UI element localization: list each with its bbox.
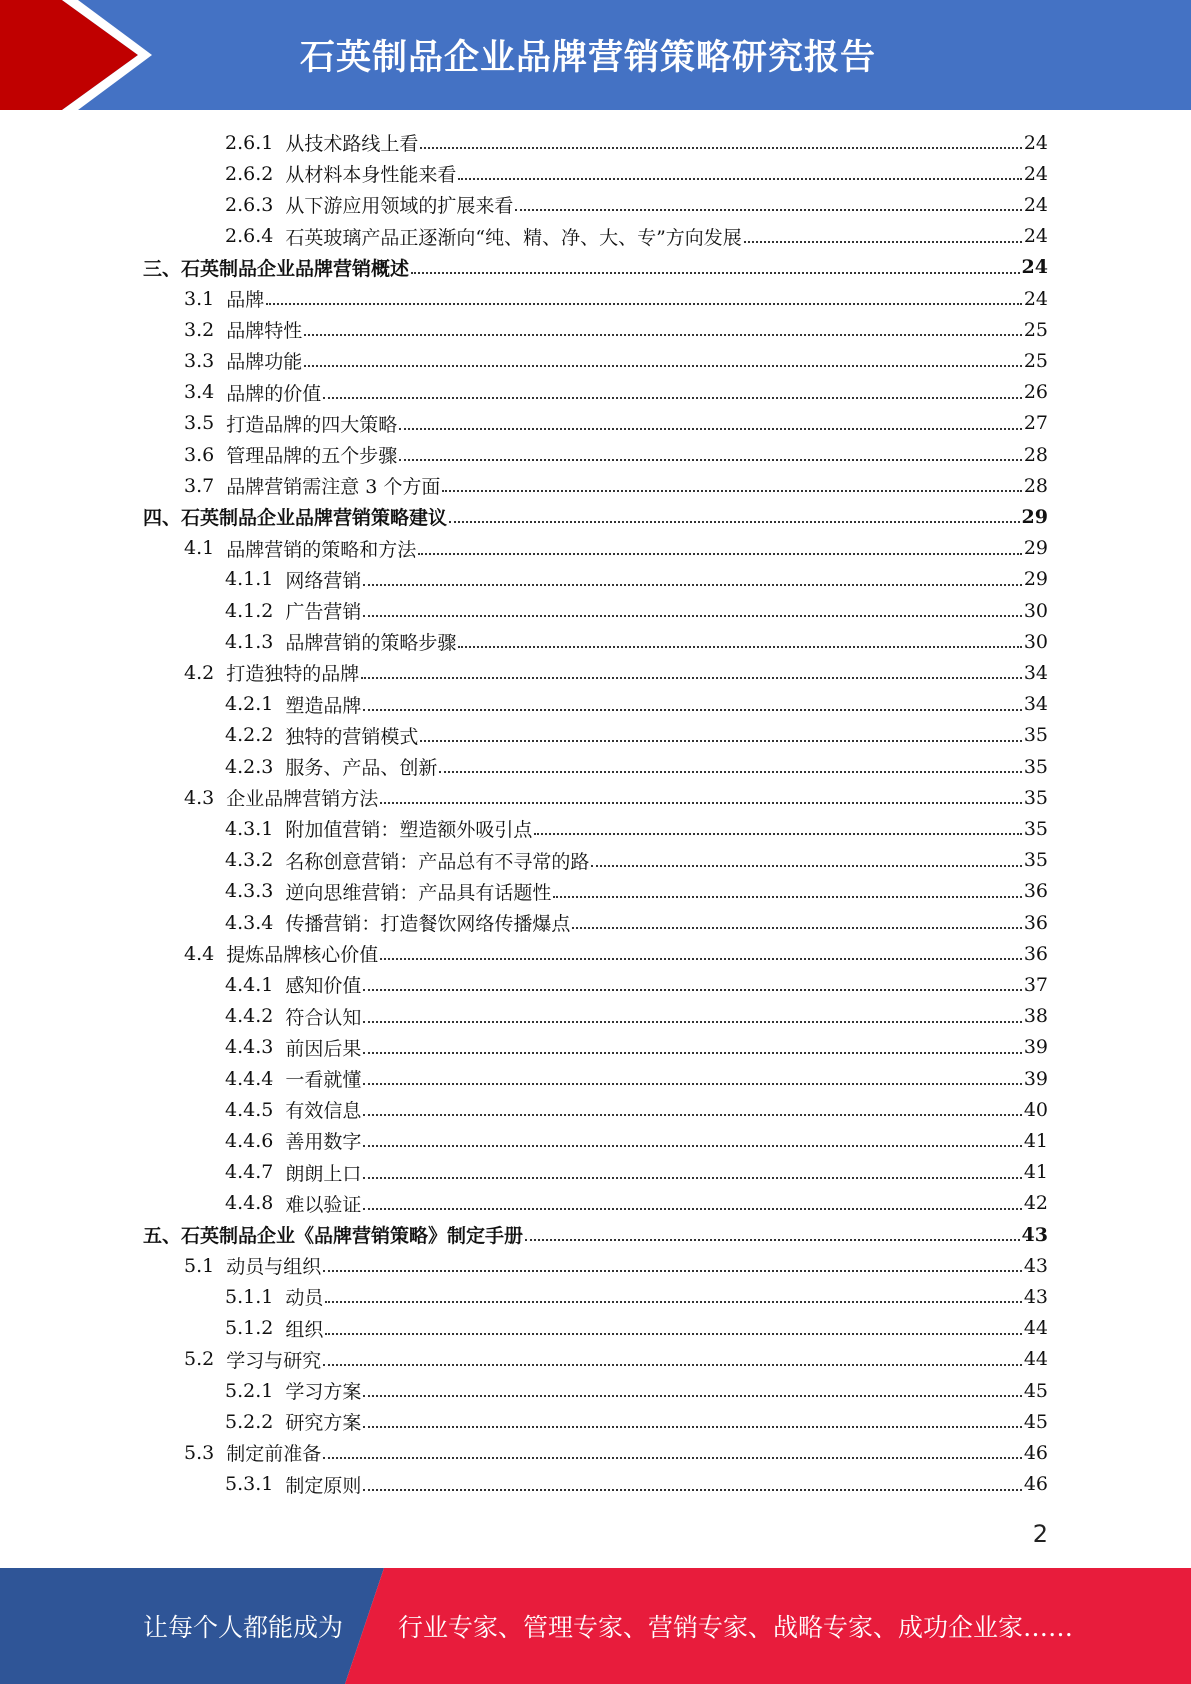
toc-dot-leader [363, 1395, 1021, 1397]
toc-entry-title: 企业品牌营销方法 [226, 788, 379, 811]
toc-entry-page: 34 [1023, 661, 1048, 684]
toc-dot-leader [525, 1239, 1020, 1241]
toc-entry-number: 3.1 [184, 287, 215, 310]
toc-entry-page: 24 [1023, 193, 1048, 216]
toc-entry-page: 34 [1023, 693, 1048, 716]
toc-entry-title: 符合认知 [285, 1006, 362, 1029]
toc-entry-number: 5.3.1 [225, 1473, 274, 1496]
toc-entry-number: 5.2.1 [225, 1379, 274, 1402]
toc-entry-page: 30 [1023, 630, 1048, 653]
toc-entry-page: 35 [1023, 755, 1048, 778]
toc-entry-title: 学习与研究 [226, 1349, 322, 1372]
toc-entry-title: 逆向思维营销：产品具有话题性 [285, 881, 552, 904]
toc-entry-number: 4.4.6 [225, 1129, 274, 1152]
toc-entry-number: 3.3 [184, 349, 215, 372]
toc-entry-title: 服务、产品、创新 [285, 757, 438, 779]
toc-entry[interactable] [143, 1219, 1048, 1250]
toc-entry-number: 4.1.2 [225, 599, 274, 622]
toc-entry-number: 5.1.1 [225, 1285, 274, 1308]
toc-dot-leader [439, 771, 1021, 773]
toc-dot-leader [363, 1083, 1021, 1085]
toc-dot-leader [363, 1208, 1021, 1210]
toc-entry-page: 39 [1023, 1036, 1048, 1059]
toc-entry[interactable] [143, 252, 1048, 283]
toc-dot-leader [442, 490, 1021, 492]
toc-entry[interactable] [143, 501, 1048, 532]
toc-dot-leader [591, 865, 1021, 867]
toc-entry-page: 43 [1023, 1254, 1048, 1277]
toc-entry[interactable] [184, 283, 1048, 314]
toc-entry-title: 五、石英制品企业《品牌营销策略》制定手册 [143, 1225, 524, 1247]
toc-entry-title: 品牌营销需注意 3 个方面 [226, 476, 441, 499]
toc-entry-page: 35 [1023, 786, 1048, 809]
toc-entry-page: 29 [1021, 505, 1048, 528]
toc-dot-leader [553, 896, 1021, 898]
toc-dot-leader [323, 1270, 1022, 1272]
footer-slogan-left: 让每个人都能成为 [143, 1613, 344, 1642]
toc-dot-leader [363, 584, 1021, 586]
toc-entry[interactable] [225, 189, 1048, 220]
toc-entry[interactable] [225, 1188, 1048, 1219]
toc-entry-page: 43 [1021, 1223, 1048, 1246]
toc-entry-page: 35 [1023, 817, 1048, 840]
toc-entry[interactable] [184, 782, 1048, 813]
toc-entry-number: 4.2.1 [225, 693, 274, 716]
toc-entry-page: 24 [1023, 287, 1048, 310]
toc-entry[interactable] [184, 377, 1048, 408]
page-header [0, 0, 1191, 110]
toc-entry[interactable] [184, 345, 1048, 376]
toc-entry-number: 3.5 [184, 412, 215, 435]
toc-entry[interactable] [225, 969, 1048, 1000]
toc-dot-leader [363, 1114, 1021, 1116]
toc-entry-page: 36 [1023, 880, 1048, 903]
toc-entry[interactable] [225, 158, 1048, 189]
toc-entry-number: 4.1.3 [225, 630, 274, 653]
toc-entry-page: 24 [1023, 162, 1048, 185]
toc-entry-title: 善用数字 [285, 1131, 362, 1154]
toc-entry-title: 石英玻璃产品正逐渐向“纯、精、净、大、专”方向发展 [285, 226, 742, 249]
toc-entry-title: 网络营销 [285, 569, 362, 592]
toc-entry-title: 打造品牌的四大策略 [226, 413, 398, 436]
toc-dot-leader [363, 1177, 1021, 1179]
toc-entry[interactable] [184, 1437, 1048, 1468]
toc-entry-number: 4.1 [184, 537, 215, 560]
toc-entry-page: 24 [1023, 225, 1048, 248]
toc-entry[interactable] [225, 1313, 1048, 1344]
toc-entry-page: 35 [1023, 724, 1048, 747]
toc-entry-number: 4.3.4 [225, 911, 274, 934]
toc-dot-leader [420, 740, 1021, 742]
toc-entry-title: 品牌营销的策略和方法 [226, 538, 417, 561]
toc-entry-title: 制定原则 [285, 1474, 362, 1497]
toc-entry-number: 2.6.3 [225, 193, 274, 216]
toc-entry-title: 研究方案 [285, 1412, 362, 1435]
toc-entry[interactable] [225, 1032, 1048, 1063]
toc-entry-title: 打造独特的品牌 [226, 663, 360, 686]
toc-entry-title: 附加值营销：塑造额外吸引点 [285, 819, 533, 842]
toc-entry-number: 4.4 [184, 942, 215, 965]
toc-entry-number: 4.2 [184, 661, 215, 684]
toc-entry-title: 品牌营销的策略步骤 [285, 632, 457, 655]
toc-dot-leader [380, 802, 1022, 804]
toc-entry-page: 29 [1023, 568, 1048, 591]
toc-entry-page: 28 [1023, 474, 1048, 497]
toc-entry[interactable] [184, 1250, 1048, 1281]
toc-entry-title: 品牌特性 [226, 320, 303, 343]
toc-entry[interactable] [225, 127, 1048, 158]
toc-dot-leader [572, 927, 1021, 929]
toc-entry-number: 5.3 [184, 1441, 215, 1464]
toc-entry-page: 24 [1021, 256, 1048, 279]
toc-dot-leader [304, 365, 1022, 367]
toc-entry-page: 41 [1023, 1161, 1048, 1184]
toc-entry-page: 36 [1023, 911, 1048, 934]
toc-entry[interactable] [225, 1281, 1048, 1312]
toc-entry[interactable] [225, 751, 1048, 782]
toc-entry-title: 朗朗上口 [285, 1162, 362, 1185]
toc-dot-leader [363, 1426, 1021, 1428]
toc-entry-number: 3.2 [184, 318, 215, 341]
toc-dot-leader [325, 1301, 1021, 1303]
toc-entry[interactable] [225, 626, 1048, 657]
toc-entry-page: 43 [1023, 1285, 1048, 1308]
toc-entry[interactable] [225, 1469, 1048, 1500]
toc-dot-leader [363, 709, 1021, 711]
toc-entry[interactable] [184, 314, 1048, 345]
toc-entry-title: 独特的营销模式 [285, 725, 419, 748]
toc-dot-leader [449, 521, 1020, 523]
toc-entry-title: 制定前准备 [226, 1443, 322, 1466]
toc-dot-leader [363, 1145, 1021, 1147]
toc-dot-leader [361, 677, 1022, 679]
toc-dot-leader [418, 553, 1022, 555]
toc-entry[interactable] [184, 439, 1048, 470]
toc-dot-leader [458, 178, 1021, 180]
toc-entry-number: 4.3 [184, 786, 215, 809]
toc-entry-number: 2.6.4 [225, 225, 274, 248]
toc-entry-title: 三、石英制品企业品牌营销概述 [143, 257, 410, 280]
toc-entry-number: 2.6.2 [225, 162, 274, 185]
toc-entry-title: 名称创意营销：产品总有不寻常的路 [285, 850, 590, 873]
toc-entry-number: 4.3.3 [225, 880, 274, 903]
toc-entry-title: 塑造品牌 [285, 694, 362, 717]
page-number: 2 [1032, 1520, 1048, 1548]
toc-entry-number: 4.4.3 [225, 1036, 274, 1059]
toc-entry-title: 管理品牌的五个步骤 [226, 445, 398, 467]
toc-entry-page: 30 [1023, 599, 1048, 622]
toc-entry[interactable] [184, 1344, 1048, 1375]
toc-entry-title: 学习方案 [285, 1381, 362, 1403]
toc-entry[interactable] [184, 408, 1048, 439]
toc-dot-leader [363, 1021, 1021, 1023]
toc-entry-page: 36 [1023, 942, 1048, 965]
toc-entry-page: 38 [1023, 1005, 1048, 1028]
toc-entry-title: 广告营销 [285, 601, 362, 623]
toc-entry-title: 难以验证 [285, 1193, 362, 1216]
toc-entry[interactable] [225, 595, 1048, 626]
toc-entry[interactable] [225, 1375, 1048, 1406]
toc-dot-leader [363, 1489, 1021, 1491]
toc-entry-number: 4.4.8 [225, 1192, 274, 1215]
toc-dot-leader [325, 1333, 1021, 1335]
toc-entry-title: 一看就懂 [285, 1069, 362, 1091]
toc-entry-page: 28 [1023, 443, 1048, 466]
toc-entry-title: 有效信息 [285, 1100, 362, 1123]
toc-entry[interactable] [225, 1063, 1048, 1094]
report-title: 石英制品企业品牌营销策略研究报告 [300, 38, 877, 78]
toc-entry[interactable] [225, 689, 1048, 720]
toc-dot-leader [458, 646, 1021, 648]
toc-entry-page: 44 [1023, 1348, 1048, 1371]
toc-entry[interactable] [184, 533, 1048, 564]
toc-entry-number: 2.6.1 [225, 131, 274, 154]
toc-entry-title: 动员 [285, 1287, 324, 1310]
toc-entry[interactable] [225, 720, 1048, 751]
toc-entry-title: 感知价值 [285, 975, 362, 998]
toc-entry-title: 品牌的价值 [226, 382, 322, 405]
toc-dot-leader [363, 1052, 1021, 1054]
toc-entry-page: 25 [1023, 318, 1048, 341]
toc-dot-leader [420, 147, 1021, 149]
toc-entry-page: 25 [1023, 349, 1048, 372]
toc-entry-number: 4.4.4 [225, 1067, 274, 1090]
toc-entry-title: 四、石英制品企业品牌营销策略建议 [143, 507, 448, 530]
toc-entry-title: 动员与组织 [226, 1256, 322, 1279]
toc-entry-number: 4.4.5 [225, 1098, 274, 1121]
toc-entry[interactable] [225, 876, 1048, 907]
toc-entry-page: 37 [1023, 973, 1048, 996]
toc-entry-page: 27 [1023, 412, 1048, 435]
toc-entry-page: 46 [1023, 1441, 1048, 1464]
toc-entry-title: 从材料本身性能来看 [285, 164, 457, 187]
toc-entry-title: 组织 [285, 1318, 324, 1341]
toc-entry-title: 品牌功能 [226, 351, 303, 374]
toc-entry-number: 5.1.2 [225, 1317, 274, 1340]
toc-entry[interactable] [184, 657, 1048, 688]
toc-entry[interactable] [225, 1125, 1048, 1156]
toc-dot-leader [266, 303, 1022, 305]
toc-dot-leader [363, 989, 1021, 991]
toc-entry-page: 40 [1023, 1098, 1048, 1121]
toc-entry[interactable] [184, 938, 1048, 969]
toc-entry-number: 4.2.2 [225, 724, 274, 747]
toc-dot-leader [363, 615, 1021, 617]
toc-dot-leader [744, 241, 1022, 243]
footer-slogan-right: 行业专家、管理专家、营销专家、战略专家、成功企业家…… [398, 1613, 1074, 1642]
toc-entry-number: 4.4.7 [225, 1161, 274, 1184]
toc-entry-page: 42 [1023, 1192, 1048, 1215]
toc-dot-leader [534, 833, 1021, 835]
toc-dot-leader [515, 209, 1021, 211]
toc-entry-page: 45 [1023, 1379, 1048, 1402]
toc-entry-page: 41 [1023, 1129, 1048, 1152]
toc-entry-title: 传播营销：打造餐饮网络传播爆点 [285, 913, 571, 935]
toc-entry[interactable] [225, 813, 1048, 844]
toc-entry[interactable] [225, 1001, 1048, 1032]
toc-entry[interactable] [225, 1094, 1048, 1125]
toc-dot-leader [380, 958, 1022, 960]
toc-entry-page: 39 [1023, 1067, 1048, 1090]
toc-entry-page: 45 [1023, 1410, 1048, 1433]
toc-entry[interactable] [225, 1406, 1048, 1437]
toc-entry[interactable] [225, 845, 1048, 876]
toc-entry-title: 前因后果 [285, 1037, 362, 1060]
toc-entry-number: 3.4 [184, 381, 215, 404]
toc-entry-page: 46 [1023, 1473, 1048, 1496]
toc-entry-number: 4.3.1 [225, 817, 274, 840]
toc-entry-number: 5.2.2 [225, 1410, 274, 1433]
toc-entry-title: 从技术路线上看 [285, 133, 419, 155]
toc-entry-title: 提炼品牌核心价值 [226, 944, 379, 967]
toc-entry-number: 4.2.3 [225, 755, 274, 778]
toc-entry[interactable] [225, 221, 1048, 252]
toc-entry-number: 4.4.1 [225, 973, 274, 996]
toc-entry-number: 4.3.2 [225, 849, 274, 872]
toc-entry[interactable] [225, 1157, 1048, 1188]
toc-dot-leader [304, 334, 1022, 336]
toc-entry-number: 4.1.1 [225, 568, 274, 591]
toc-entry[interactable] [225, 907, 1048, 938]
toc-entry-page: 44 [1023, 1317, 1048, 1340]
toc-dot-leader [411, 272, 1020, 274]
toc-entry-title: 品牌 [226, 289, 265, 311]
toc-entry-page: 24 [1023, 131, 1048, 154]
toc-entry[interactable] [225, 564, 1048, 595]
toc-entry-number: 5.2 [184, 1348, 215, 1371]
toc-entry-number: 3.6 [184, 443, 215, 466]
toc-entry-number: 5.1 [184, 1254, 215, 1277]
toc-dot-leader [399, 428, 1022, 430]
toc-entry[interactable] [184, 470, 1048, 501]
toc-dot-leader [323, 1364, 1022, 1366]
toc-dot-leader [399, 459, 1022, 461]
toc-entry-number: 4.4.2 [225, 1005, 274, 1028]
page-footer [0, 1568, 1191, 1684]
toc-entry-page: 35 [1023, 849, 1048, 872]
toc-entry-page: 26 [1023, 381, 1048, 404]
toc-dot-leader [323, 1457, 1022, 1459]
toc-entry-title: 从下游应用领域的扩展来看 [285, 195, 514, 218]
toc-dot-leader [323, 397, 1022, 399]
toc-entry-page: 29 [1023, 537, 1048, 560]
toc-entry-number: 3.7 [184, 474, 215, 497]
